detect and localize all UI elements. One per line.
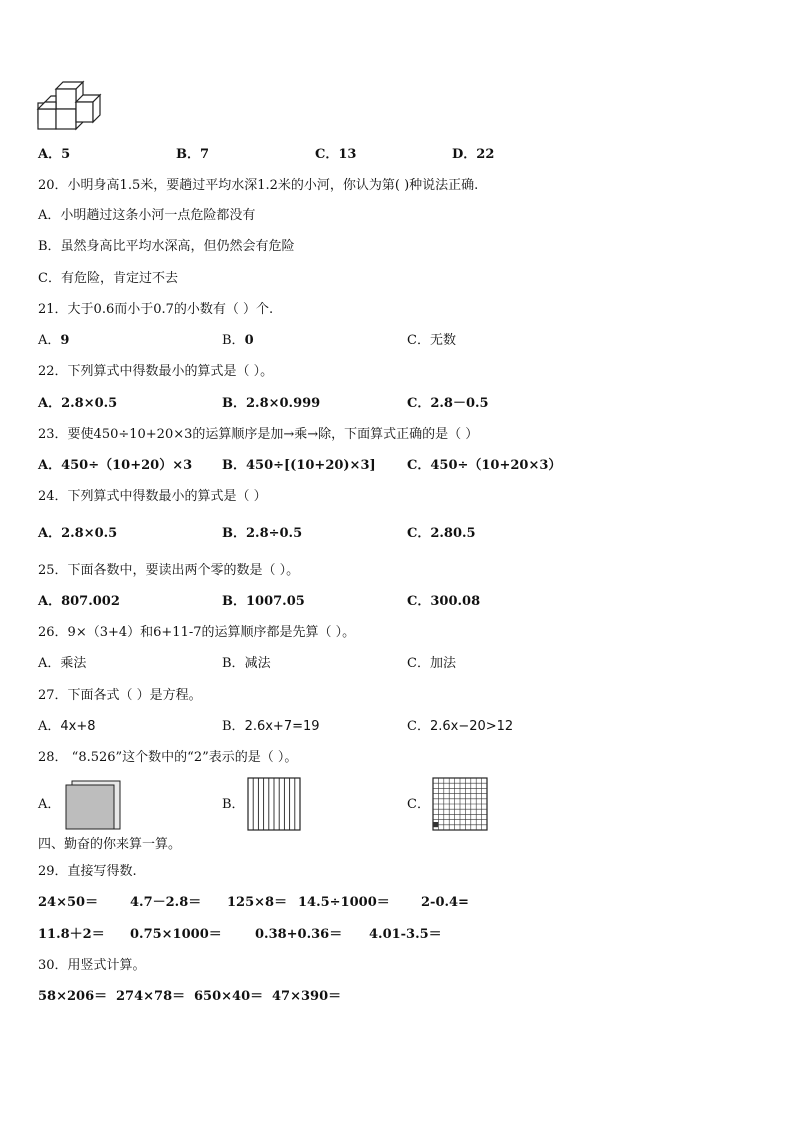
q29-item: 0.75×1000＝ [130,927,222,942]
q23-option-a: A．450÷（10+20）×3 [38,458,193,473]
q19-option-b: B．7 [176,147,210,162]
q20-stem: 20．小明身高1.5米，要趟过平均水深1.2米的小河，你认为第( )种说法正确. [38,178,479,193]
q20-option-a: A．小明趟过这条小河一点危险都没有 [38,208,256,223]
q22-option-b: B．2.8×0.999 [222,396,321,411]
q28-figure-c-grid [432,777,488,831]
q23-option-b: B．450÷[(10+20)×3] [222,458,376,473]
q30-item: 274×78＝ [116,989,186,1004]
q26-option-a: A．乘法 [38,656,87,671]
q25-stem: 25．下面各数中，要读出两个零的数是（ ）。 [38,563,300,578]
q24-stem: 24．下列算式中得数最小的算式是（ ） [38,489,267,504]
q29-stem: 29．直接写得数. [38,864,137,879]
q29-item: 14.5÷1000＝ [298,895,390,910]
q22-stem: 22．下列算式中得数最小的算式是（ ）。 [38,364,274,379]
q23-option-c: C．450÷（10+20×3） [407,458,562,473]
q29-item: 4.7－2.8＝ [130,895,202,910]
q26-option-c: C．加法 [407,656,456,671]
q25-option-a: A．807.002 [38,594,120,609]
q28-option-a-label: A． [38,797,61,812]
q28-stem: 28． “8.526”这个数中的“2”表示的是（ ）。 [38,750,298,765]
q27-option-b: B．2.6x+7=19 [222,719,320,734]
q22-option-a: A．2.8×0.5 [38,396,118,411]
q19-option-a: A．5 [38,147,71,162]
q29-item: 24×50＝ [38,895,99,910]
q25-option-c: C．300.08 [407,594,481,609]
q29-item: 0.38+0.36＝ [255,927,343,942]
q29-item: 11.8＋2＝ [38,927,105,942]
q30-stem: 30．用竖式计算。 [38,958,146,973]
q22-option-c: C．2.8－0.5 [407,396,489,411]
q19-option-d: D．22 [452,147,495,162]
q27-option-c: C．2.6x−20>12 [407,719,514,734]
section-4-title: 四、勤奋的你来算一算。 [38,837,182,852]
q28-figure-a-square [64,779,122,831]
q19-option-c: C．13 [315,147,357,162]
q21-stem: 21．大于0.6而小于0.7的小数有（ ）个. [38,302,274,317]
q20-option-b: B．虽然身高比平均水深高，但仍然会有危险 [38,239,295,254]
q26-stem: 26．9×（3+4）和6+11-7的运算顺序都是先算（ ）。 [38,625,356,640]
q21-option-a: A．9 [38,333,70,348]
q24-option-a: A．2.8×0.5 [38,526,118,541]
q24-option-b: B．2.8÷0.5 [222,526,303,541]
q30-item: 47×390＝ [272,989,342,1004]
q29-item: 4.01-3.5＝ [369,927,442,942]
q27-option-a: A．4x+8 [38,719,96,734]
q25-option-b: B．1007.05 [222,594,305,609]
q30-item: 58×206＝ [38,989,108,1004]
q24-option-c: C．2.80.5 [407,526,476,541]
q28-option-b-label: B． [222,797,245,812]
q21-option-b: B．0 [222,333,254,348]
q21-option-c: C．无数 [407,333,456,348]
q29-item: 2-0.4= [421,895,469,910]
q28-figure-b-strips [247,777,301,831]
q30-item: 650×40＝ [194,989,264,1004]
q20-option-c: C．有危险，肯定过不去 [38,271,178,286]
q27-stem: 27．下面各式（ ）是方程。 [38,688,202,703]
q28-option-c-label: C． [407,797,430,812]
cube-stack-figure [36,80,104,132]
q29-item: 125×8＝ [227,895,288,910]
q26-option-b: B．减法 [222,656,271,671]
q23-stem: 23．要使450÷10+20×3的运算顺序是加→乘→除，下面算式正确的是（ ） [38,427,479,442]
